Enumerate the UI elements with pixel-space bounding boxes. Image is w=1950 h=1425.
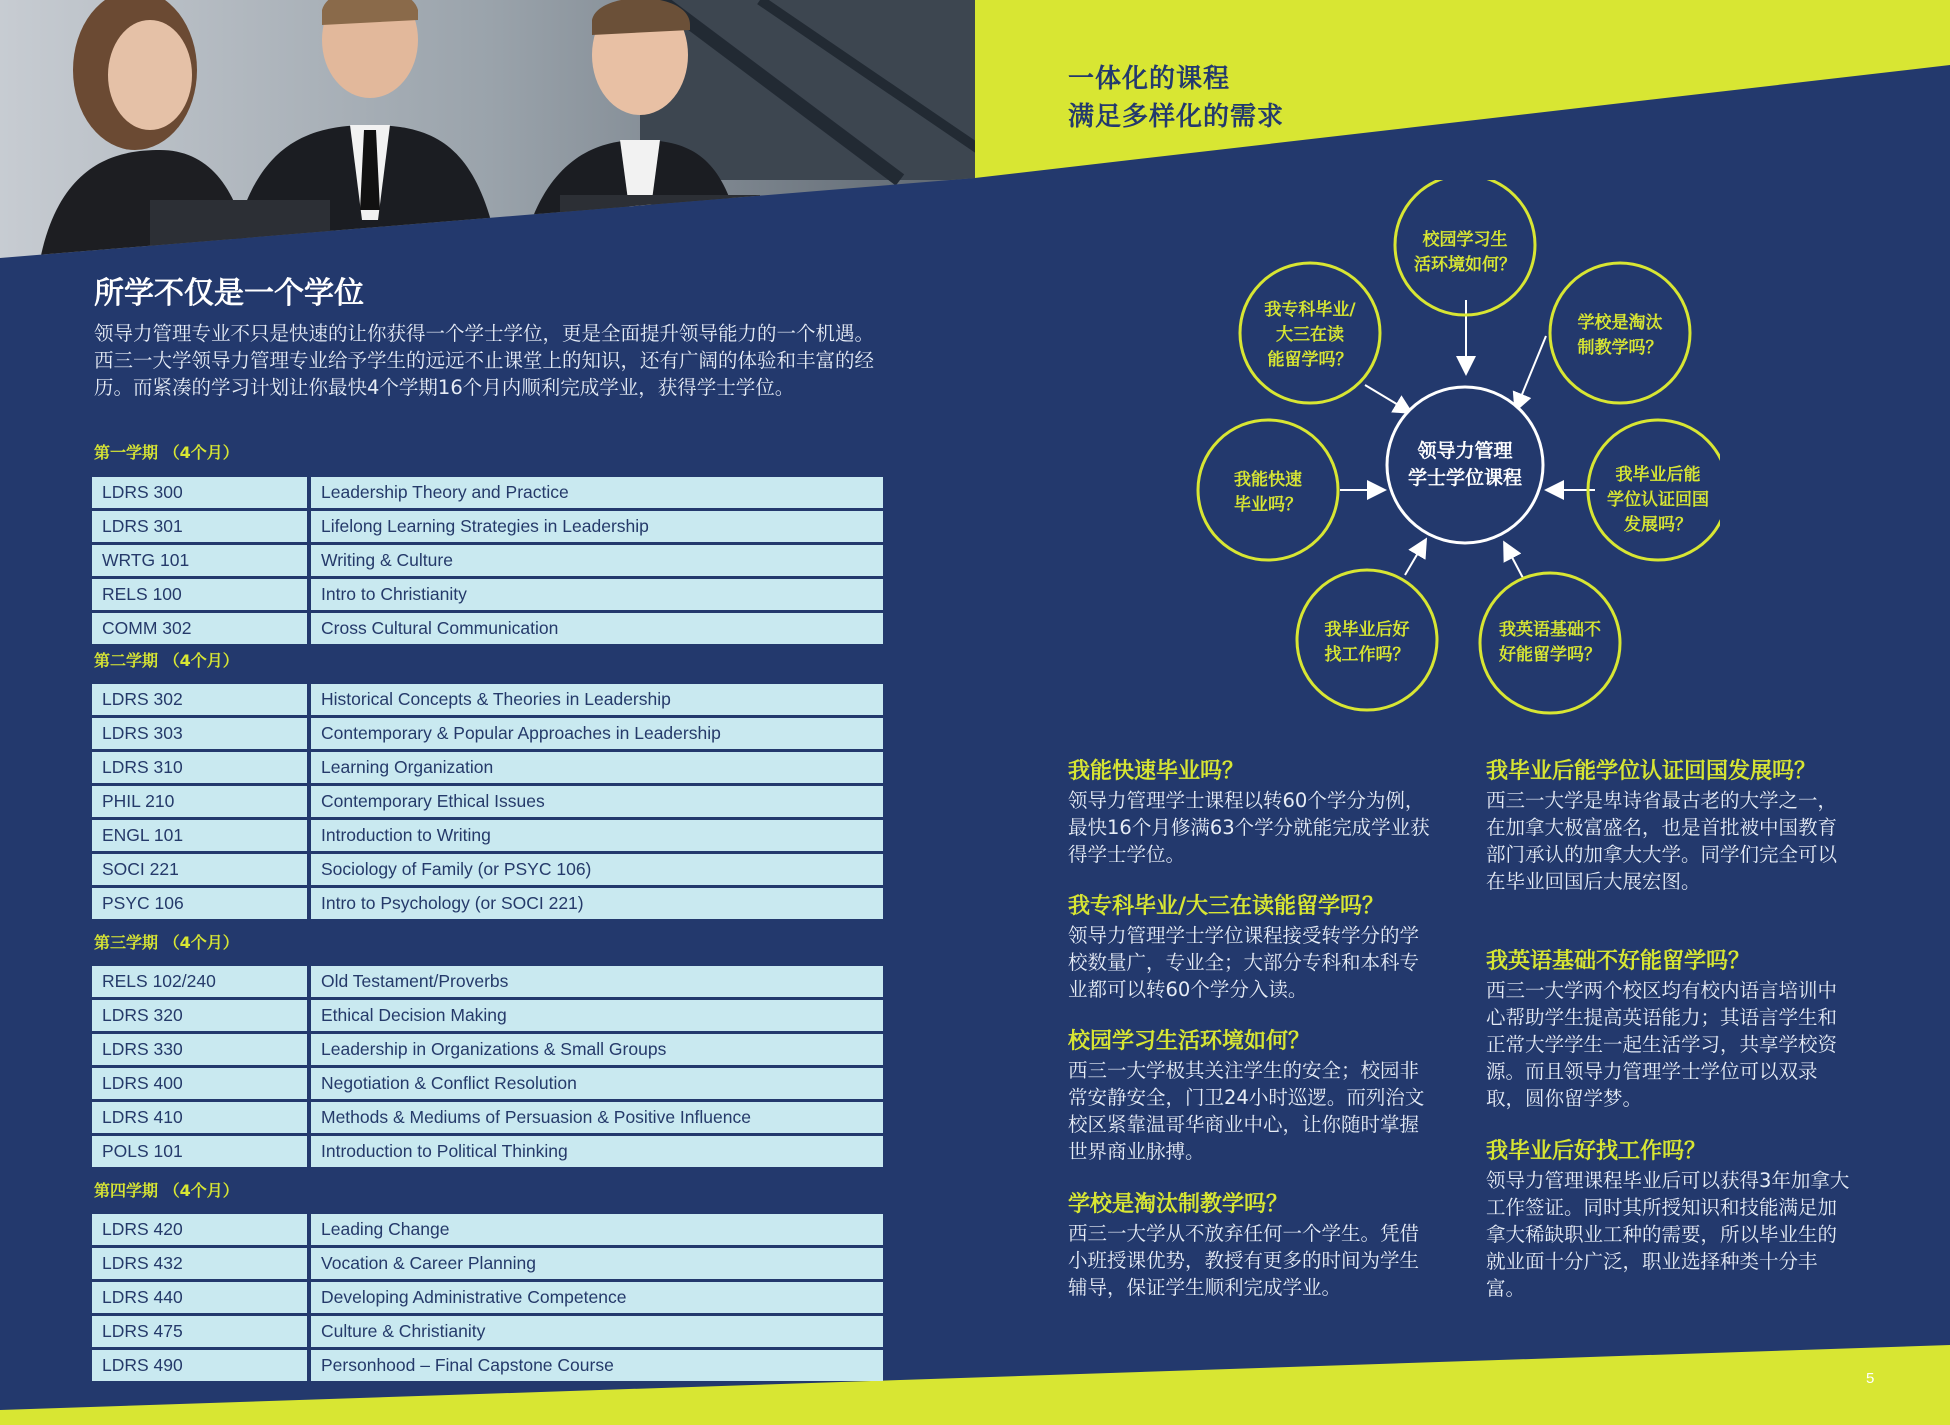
course-title: Contemporary & Popular Approaches in Leadership — [311, 718, 883, 749]
center-line2: 学士学位课程 — [1407, 467, 1523, 489]
node-text: 制教学吗？ — [1577, 338, 1663, 358]
course-code: LDRS 420 — [92, 1214, 311, 1245]
course-table-4 — [92, 1211, 883, 1384]
course-title: Introduction to Writing — [311, 820, 883, 851]
table-row — [92, 545, 883, 576]
table-row — [92, 1136, 883, 1167]
course-code: LDRS 475 — [92, 1316, 311, 1347]
course-title: Negotiation & Conflict Resolution — [311, 1068, 883, 1099]
node-circle-fast-graduation — [1198, 420, 1338, 560]
table-row — [92, 820, 883, 851]
qa-item — [1068, 893, 1438, 1003]
course-title: Leading Change — [311, 1214, 883, 1245]
course-title: Contemporary Ethical Issues — [311, 786, 883, 817]
course-title: Writing & Culture — [311, 545, 883, 576]
semester-label-1: 第一学期 （4个月） — [94, 443, 239, 462]
qa-item — [1068, 758, 1438, 868]
table-row — [92, 613, 883, 644]
table-row — [92, 966, 883, 997]
headline-line2: 满足多样化的需求 — [1068, 102, 1285, 132]
faq-circle-diagram — [1180, 180, 1720, 720]
course-title: Personhood – Final Capstone Course — [311, 1350, 883, 1381]
qa-question: 学校是淘汰制教学吗？ — [1068, 1192, 1289, 1217]
arrow — [1505, 544, 1523, 578]
node-text: 找工作吗？ — [1324, 645, 1410, 665]
arrow — [1516, 336, 1546, 409]
course-title: Introduction to Political Thinking — [311, 1136, 883, 1167]
course-code: LDRS 400 — [92, 1068, 311, 1099]
table-row — [92, 1068, 883, 1099]
course-code: SOCI 221 — [92, 854, 311, 885]
table-row — [92, 477, 883, 508]
qa-answer: 领导力管理学士学位课程接受转学分的学校数量广，专业全；大部分专科和本科专业都可以转60个学分入读。 — [1068, 924, 1420, 1001]
course-code: LDRS 432 — [92, 1248, 311, 1279]
node-circle-elimination — [1550, 263, 1690, 403]
course-title: Lifelong Learning Strategies in Leadership — [311, 511, 883, 542]
course-code: ENGL 101 — [92, 820, 311, 851]
node-text: 大三在读 — [1276, 325, 1344, 345]
node-text: 我毕业后好 — [1324, 620, 1410, 640]
qa-answer: 西三一大学两个校区均有校内语言培训中心帮助学生提高英语能力；其语言学生和正常大学学生一起生活学习，共享学校资源。而且领导力管理学士学位可以双录取，圆你留学梦。 — [1486, 979, 1838, 1110]
course-title: Sociology of Family (or PSYC 106) — [311, 854, 883, 885]
node-text: 我能快速 — [1234, 470, 1302, 490]
course-code: WRTG 101 — [92, 545, 311, 576]
table-row — [92, 684, 883, 715]
course-code: POLS 101 — [92, 1136, 311, 1167]
course-table-2 — [92, 681, 883, 922]
course-code: RELS 100 — [92, 579, 311, 610]
qa-question: 校园学习生活环境如何？ — [1068, 1029, 1311, 1054]
node-text: 学位认证回国 — [1607, 490, 1709, 510]
qa-question: 我英语基础不好能留学吗？ — [1486, 949, 1751, 974]
node-text: 发展吗？ — [1624, 515, 1692, 535]
arrow — [1365, 385, 1410, 412]
headline-line1: 一体化的课程 — [1068, 64, 1231, 94]
page-title: 所学不仅是一个学位 — [94, 276, 364, 311]
course-code: LDRS 440 — [92, 1282, 311, 1313]
semester-label-2: 第二学期 （4个月） — [94, 651, 239, 670]
course-title: Learning Organization — [311, 752, 883, 783]
table-row — [92, 752, 883, 783]
course-title: Leadership Theory and Practice — [311, 477, 883, 508]
node-circle-english — [1480, 573, 1620, 713]
qa-question: 我能快速毕业吗？ — [1068, 759, 1245, 784]
photo-students-laptop — [0, 0, 980, 258]
course-title: Ethical Decision Making — [311, 1000, 883, 1031]
table-row — [92, 888, 883, 919]
qa-item — [1486, 948, 1856, 1112]
course-code: LDRS 490 — [92, 1350, 311, 1381]
table-row — [92, 1248, 883, 1279]
course-code: LDRS 303 — [92, 718, 311, 749]
node-text: 我毕业后能 — [1615, 465, 1701, 485]
center-line1: 领导力管理 — [1417, 440, 1513, 462]
qa-question: 我专科毕业/大三在读能留学吗？ — [1068, 894, 1385, 919]
table-row — [92, 854, 883, 885]
qa-answer: 领导力管理课程毕业后可以获得3年加拿大工作签证。同时其所授知识和技能满足加拿大稀缺职业工种的需要，所以毕业生的就业面十分广泛，职业选择种类十分丰富。 — [1486, 1169, 1850, 1300]
table-row — [92, 786, 883, 817]
table-row — [92, 1102, 883, 1133]
node-text: 我英语基础不 — [1499, 620, 1601, 640]
qa-answer: 西三一大学极其关注学生的安全；校园非常安静安全，门卫24小时巡逻。而列治文校区紧靠温哥华商业中心，让你随时掌握世界商业脉搏。 — [1068, 1059, 1425, 1163]
table-row — [92, 511, 883, 542]
course-title: Intro to Christianity — [311, 579, 883, 610]
course-code: COMM 302 — [92, 613, 311, 644]
table-row — [92, 1350, 883, 1381]
node-text: 学校是淘汰 — [1577, 313, 1663, 333]
course-code: LDRS 302 — [92, 684, 311, 715]
intro-paragraph: 领导力管理专业不只是快速的让你获得一个学士学位，更是全面提升领导能力的一个机遇。西三一大学领导力管理专业给予学生的远远不止课堂上的知识，还有广阔的体验和丰富的经历。而紧凑的学习计划让你最快4个学期16个月内顺利完成学业，获得学士学位。 — [94, 322, 875, 399]
qa-item — [1486, 1138, 1856, 1302]
table-row — [92, 1034, 883, 1065]
node-text: 校园学习生 — [1422, 230, 1508, 250]
node-text: 毕业吗？ — [1234, 495, 1302, 515]
table-row — [92, 1000, 883, 1031]
course-title: Old Testament/Proverbs — [311, 966, 883, 997]
course-code: LDRS 300 — [92, 477, 311, 508]
course-title: Methods & Mediums of Persuasion & Positive Influence — [311, 1102, 883, 1133]
course-code: LDRS 320 — [92, 1000, 311, 1031]
course-title: Culture & Christianity — [311, 1316, 883, 1347]
course-code: LDRS 410 — [92, 1102, 311, 1133]
course-title: Intro to Psychology (or SOCI 221) — [311, 888, 883, 919]
headline — [1068, 60, 1284, 136]
table-row — [92, 1214, 883, 1245]
semester-label-3: 第三学期 （4个月） — [94, 933, 239, 952]
node-circle-job — [1297, 570, 1437, 710]
course-table-3 — [92, 963, 883, 1170]
node-text: 好能留学吗？ — [1499, 645, 1601, 665]
qa-item — [1486, 758, 1856, 895]
qa-answer: 领导力管理学士课程以转60个学分为例，最快16个月修满63个学分就能完成学业获得学士学位。 — [1068, 789, 1430, 866]
node-text: 活环境如何？ — [1414, 255, 1516, 275]
course-code: PHIL 210 — [92, 786, 311, 817]
course-code: PSYC 106 — [92, 888, 311, 919]
center-circle — [1387, 387, 1543, 543]
page-number: 5 — [1866, 1370, 1875, 1387]
course-code: RELS 102/240 — [92, 966, 311, 997]
course-table-1 — [92, 474, 883, 647]
qa-question: 我毕业后好找工作吗？ — [1486, 1139, 1707, 1164]
course-code: LDRS 330 — [92, 1034, 311, 1065]
table-row — [92, 579, 883, 610]
qa-answer: 西三一大学从不放弃任何一个学生。凭借小班授课优势，教授有更多的时间为学生辅导，保证学生顺利完成学业。 — [1068, 1222, 1420, 1299]
course-title: Developing Administrative Competence — [311, 1282, 883, 1313]
table-row — [92, 1316, 883, 1347]
course-code: LDRS 310 — [92, 752, 311, 783]
table-row — [92, 1282, 883, 1313]
qa-question: 我毕业后能学位认证回国发展吗？ — [1486, 759, 1817, 784]
qa-item — [1068, 1191, 1438, 1301]
qa-answer: 西三一大学是卑诗省最古老的大学之一，在加拿大极富盛名，也是首批被中国教育部门承认的加拿大大学。同学们完全可以在毕业回国后大展宏图。 — [1486, 789, 1838, 893]
course-code: LDRS 301 — [92, 511, 311, 542]
course-title: Vocation & Career Planning — [311, 1248, 883, 1279]
course-title: Leadership in Organizations & Small Groups — [311, 1034, 883, 1065]
course-title: Historical Concepts & Theories in Leadership — [311, 684, 883, 715]
arrow — [1405, 541, 1425, 575]
semester-label-4: 第四学期 （4个月） — [94, 1181, 239, 1200]
node-text: 我专科毕业/ — [1264, 300, 1356, 320]
course-title: Cross Cultural Communication — [311, 613, 883, 644]
table-row — [92, 718, 883, 749]
qa-item — [1068, 1028, 1438, 1165]
node-text: 能留学吗？ — [1267, 350, 1353, 370]
